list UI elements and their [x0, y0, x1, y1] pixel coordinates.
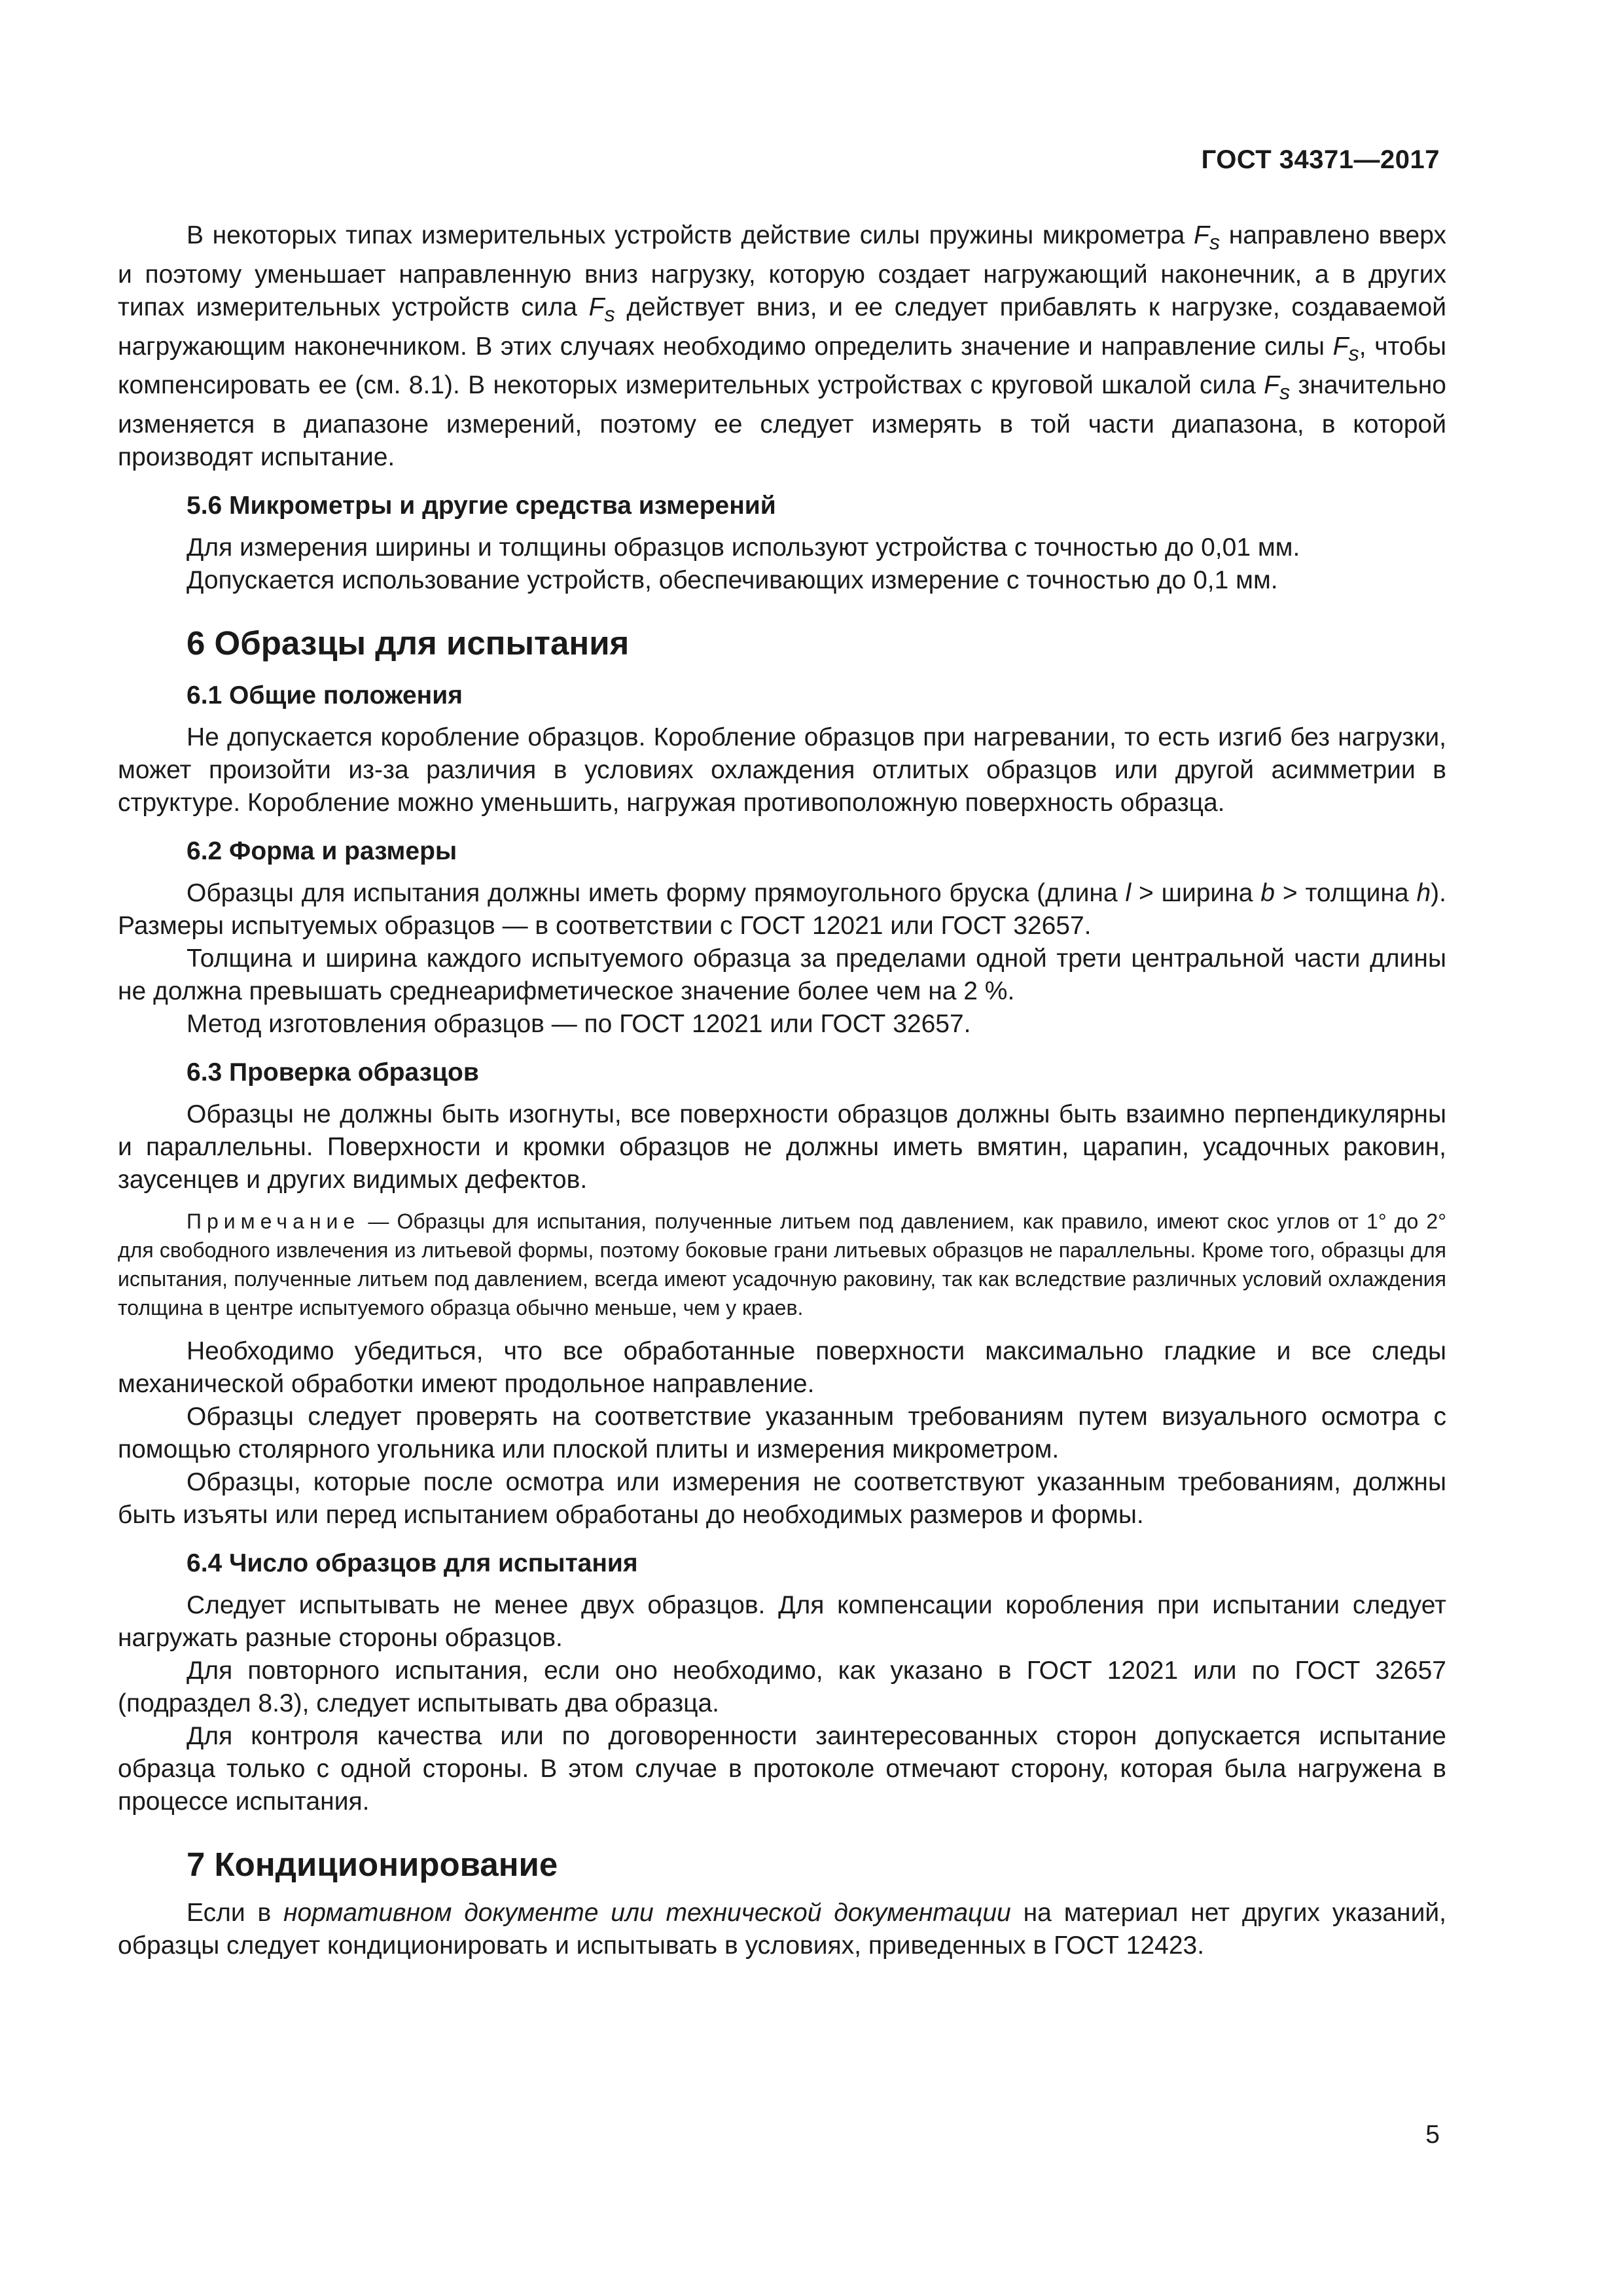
paragraph: Следует испытывать не менее двух образцов. Для компенсации коробления при испытании следует нагружать разные стороны образцов.	[118, 1591, 1446, 1653]
subscript-s: s	[1279, 380, 1291, 404]
paragraph: Допускается использование устройств, обеспечивающих измерение с точностью до 0,1 мм.	[187, 566, 1278, 595]
paragraph: Не допускается коробление образцов. Коробление образцов при нагревании, то есть изгиб без нагрузки, может произойти из-за различия в условиях охлаждения отлитых образцов или другой асимметрии в структуре. Коробление можно уменьшить, нагружая противоположную поверхность образца.	[118, 723, 1446, 817]
symbol-h: h	[1416, 879, 1431, 908]
section-heading-6-1: 6.1 Общие положения	[187, 681, 463, 710]
paragraph: Образцы не должны быть изогнуты, все поверхности образцов должны быть взаимно перпендикулярны и параллельны. Поверхности и кромки образцов не должны иметь вмятин, царапин, усадочных раковин, заусенцев и других видимых дефектов.	[118, 1100, 1446, 1194]
subscript-s: s	[604, 302, 615, 326]
paragraph: Необходимо убедиться, что все обработанные поверхности максимально гладкие и все следы механической обработки имеют продольное направление.	[118, 1337, 1446, 1399]
symbol-F: F	[588, 293, 605, 321]
text-run: > ширина	[1131, 879, 1261, 908]
page-content	[118, 219, 1446, 1962]
text-run: на материал нет других указаний, образцы следует кондиционировать и испытывать в условиях, приведенных в ГОСТ 12423.	[118, 1899, 1446, 1960]
note	[118, 1207, 1446, 1322]
page-number: 5	[1425, 2121, 1440, 2149]
section-heading-6-2: 6.2 Форма и размеры	[187, 837, 457, 866]
paragraph: Для контроля качества или по договоренности заинтересованных сторон допускается испытание образца только с одной стороны. В этом случае в протоколе отмечают сторону, которая была нагружена в процессе испытания.	[118, 1722, 1446, 1816]
section-heading-7: 7 Кондиционирование	[187, 1846, 558, 1884]
note-label: Примечание	[187, 1210, 361, 1234]
text-run: , чтобы компенсировать ее (см. 8.1). В некоторых измерительных устройствах с круговой шкалой сила	[118, 332, 1446, 400]
section-heading-5-6: 5.6 Микрометры и другие средства измерений	[187, 492, 776, 520]
text-run: направлено вверх и поэтому уменьшает направленную вниз нагрузку, которую создает нагружающий наконечник, а в других типах измерительных устройств сила	[118, 221, 1447, 321]
standard-header: ГОСТ 34371—2017	[1201, 145, 1440, 174]
paragraph: Для измерения ширины и толщины образцов используют устройства с точностью до 0,01 мм.	[187, 533, 1300, 562]
text-run: Если в	[187, 1899, 284, 1928]
symbol-l: l	[1125, 879, 1132, 908]
paragraph	[118, 1897, 1446, 1962]
paragraph: Образцы, которые после осмотра или измерения не соответствуют указанным требованиям, должны быть изъяты или перед испытанием обработаны до необходимых размеров и формы.	[118, 1468, 1446, 1530]
symbol-b: b	[1260, 879, 1275, 908]
text-run: Образцы для испытания должны иметь форму прямоугольного бруска (длина	[187, 879, 1126, 908]
text-run: В некоторых типах измерительных устройств действие силы пружины микрометра	[187, 221, 1194, 249]
paragraph	[118, 877, 1446, 942]
section-heading-6-4: 6.4 Число образцов для испытания	[187, 1549, 638, 1578]
paragraph: Образцы следует проверять на соответствие указанным требованиям путем визуального осмотра с помощью столярного угольника или плоской плиты и измерения микрометром.	[118, 1403, 1446, 1464]
note-text: — Образцы для испытания, полученные литьем под давлением, как правило, имеют скос углов от 1° до 2° для свободного извлечения из литьевой формы, поэтому боковые грани литьевых образцов не параллельны. Кроме того, образцы для испытания, полученные литьем под давлением, всегда имеют усадочную раковину, так как вследствие различных условий охлаждения толщина в центре испытуемого образца обычно меньше, чем у краев.	[118, 1210, 1446, 1320]
section-heading-6-3: 6.3 Проверка образцов	[187, 1058, 479, 1087]
italic-text: нормативном документе или технической документации	[283, 1899, 1011, 1928]
text-run: > толщина	[1275, 879, 1417, 908]
symbol-F: F	[1332, 332, 1349, 361]
text-run: действует вниз, и ее следует прибавлять к нагрузке, создаваемой нагружающим наконечником. В этих случаях необходимо определить значение и направление силы	[118, 293, 1446, 361]
text-run: ). Размеры испытуемых образцов — в соответствии с ГОСТ 12021 или ГОСТ 32657.	[118, 879, 1446, 941]
text-run: значительно изменяется в диапазоне измерений, поэтому ее следует измерять в той части диапазона, в которой производят испытание.	[118, 371, 1446, 472]
paragraph: Толщина и ширина каждого испытуемого образца за пределами одной трети центральной части длины не должна превышать среднеарифметическое значение более чем на 2 %.	[118, 944, 1446, 1006]
subscript-s: s	[1209, 230, 1221, 254]
paragraph: Метод изготовления образцов — по ГОСТ 12021 или ГОСТ 32657.	[187, 1010, 971, 1039]
symbol-F: F	[1193, 221, 1209, 249]
paragraph: Для повторного испытания, если оно необходимо, как указано в ГОСТ 12021 или по ГОСТ 32657 (подраздел 8.3), следует испытывать два образца.	[118, 1657, 1446, 1718]
subscript-s: s	[1348, 341, 1359, 365]
section-heading-6: 6 Образцы для испытания	[187, 624, 630, 662]
symbol-F: F	[1264, 371, 1279, 400]
intro-paragraph	[118, 219, 1446, 474]
